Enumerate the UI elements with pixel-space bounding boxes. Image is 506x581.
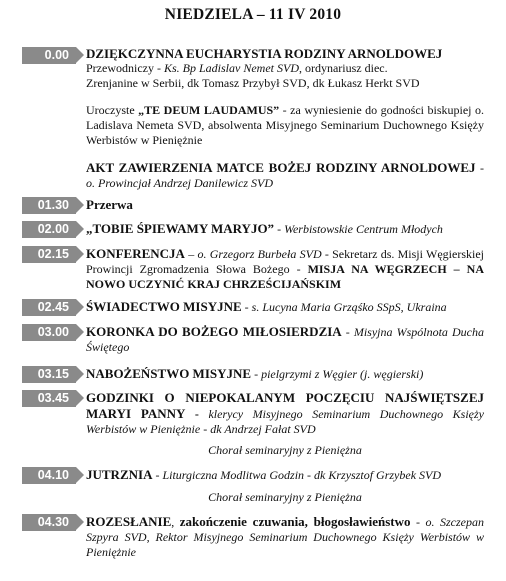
item-text-2: Zrenjanine w Serbii, dk Tomasz Przybył SVD, dk Łukasz Herkt SVD [86,76,420,90]
te-deum-paragraph: Uroczyste „TE DEUM LAUDAMUS” - za wyniesienie do godności biskupiej o. Ladislava Nemeta SVD, absolwenta Misyjnego Seminarium Duchownego Księży Werbistów w Pieniężnie [86,103,484,147]
item-text: ROZESŁANIE, zakończenie czuwania, błogosławieństwo - o. Szczepan Szpyra SVD, Rektor Misyjnego Seminarium Duchownego Księży Werbistów w Pieniężnie [86,514,484,559]
item-heading: Przerwa [86,197,133,212]
time-badge: 03.15 [22,366,76,383]
choir-note: Chorał seminaryjny z Pieniężna [208,443,362,457]
time-badge: 02.45 [22,299,76,316]
act-paragraph: AKT ZAWIERZENIA MATCE BOŻEJ RODZINY ARNOLDOWEJ - o. Prowincjał Andrzej Danilewicz SVD [86,160,485,190]
time-badge: 04.10 [22,467,76,484]
time-badge: 03.45 [22,390,76,407]
item-text: NABOŻEŃSTWO MISYJNE - pielgrzymi z Węgier (j. węgierski) [86,366,424,381]
item-text: Przewodniczy - Ks. Bp Ladislav Nemet SVD, ordynariusz diec. [86,61,388,75]
time-badge: 02.15 [22,246,76,263]
time-badge: 0.00 [22,47,76,64]
item-text: GODZINKI O NIEPOKALANYM POCZĘCIU NAJŚWIĘTSZEJ MARYI PANNY - klerycy Misyjnego Seminarium Duchownego Księży Werbistów w Pieniężnie - dk Andrzej Fałat SVD [86,390,484,436]
item-text: ŚWIADECTWO MISYJNE - s. Lucyna Maria Grząśko SSpS, Ukraina [86,299,447,314]
page-title: NIEDZIELA – 11 IV 2010 [164,6,342,23]
item-text: KORONKA DO BOŻEGO MIŁOSIERDZIA - Misyjna Wspólnota Ducha Świętego [86,324,484,354]
time-badge: 02.00 [22,221,76,238]
item-heading: DZIĘKCZYNNA EUCHARYSTIA RODZINY ARNOLDOWEJ [86,46,443,61]
item-text: „TOBIE ŚPIEWAMY MARYJO” - Werbistowskie Centrum Młodych [86,221,443,236]
time-badge: 03.00 [22,324,76,341]
item-text: JUTRZNIA - Liturgiczna Modlitwa Godzin - dk Krzysztof Grzybek SVD [86,467,442,482]
time-badge: 01.30 [22,197,76,214]
time-badge: 04.30 [22,514,76,531]
choir-note: Chorał seminaryjny z Pieniężna [208,490,362,504]
item-text: KONFERENCJA – o. Grzegorz Burbeła SVD - Sekretarz ds. Misji Węgierskiej Prowincji Zgromadzenia Słowa Bożego - MISJA NA WĘGRZECH – NA NOWO UCZYNIĆ KRAJ CHRZEŚCIJAŃSKIM [86,246,484,291]
